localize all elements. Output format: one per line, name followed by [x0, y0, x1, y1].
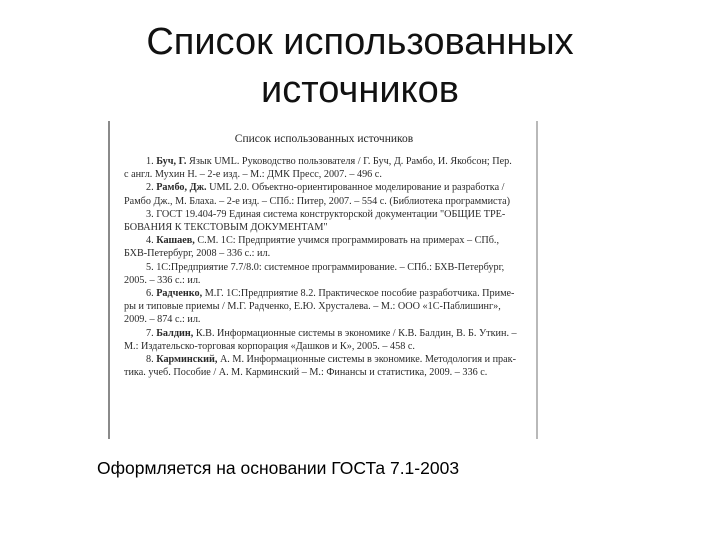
reference-line [124, 168, 528, 181]
reference-line [124, 195, 528, 208]
reference-line [124, 300, 528, 313]
reference-line [124, 247, 528, 260]
reference-author: Рамбо, Дж. [156, 182, 207, 194]
reference-text: А. М. Информационные системы в экономике. Методология и прак- [217, 354, 516, 366]
reference-line [124, 327, 528, 340]
reference-line [124, 155, 528, 168]
reference-line [124, 366, 528, 379]
reference-text: БОВАНИЯ К ТЕКСТОВЫМ ДОКУМЕНТАМ" [124, 222, 328, 234]
reference-line [124, 181, 528, 194]
reference-text: К.В. Информационные системы в экономике / К.В. Балдин, В. Б. Уткин. – [193, 327, 517, 339]
reference-author: Карминский, [156, 354, 218, 366]
reference-number: 1. [146, 156, 157, 167]
reference-author: Буч, Г. [156, 156, 187, 167]
reference-author: Кашаев, [156, 235, 195, 247]
reference-line [124, 353, 528, 366]
reference-number: 4. [146, 235, 157, 247]
document-heading: Список использованных источников [234, 133, 414, 145]
slide-caption: Оформляется на основании ГОСТа 7.1-2003 [97, 458, 460, 478]
reference-item [124, 353, 528, 379]
reference-text: ры и типовые приемы / М.Г. Радченко, Е.Ю. Хрусталева. – М.: ООО «1С-Паблишинг», [124, 301, 501, 313]
reference-item [124, 208, 528, 234]
scanned-document-image [108, 121, 538, 439]
reference-line [124, 221, 528, 234]
reference-text: с англ. Мухин Н. – 2-е изд. – М.: ДМК Пресс, 2007. – 496 с. [124, 169, 382, 181]
reference-text: Рамбо Дж., М. Блаха. – 2-е изд. – СПб.: Питер, 2007. – 554 с. (Библиотека программиста) [124, 195, 511, 207]
scan-edge [536, 121, 538, 439]
reference-text: М.: Издательско-торговая корпорация «Дашков и К», 2005. – 458 с. [124, 340, 415, 352]
reference-text: 2009. – 874 с.: ил. [124, 314, 201, 326]
reference-line [124, 313, 528, 326]
reference-line [124, 340, 528, 353]
reference-item [124, 234, 528, 260]
reference-text: ГОСТ 19.404-79 Единая система конструкторской документации "ОБЩИЕ ТРЕ- [156, 208, 506, 220]
reference-item [124, 261, 528, 287]
reference-text: 2005. – 336 с.: ил. [124, 274, 201, 286]
reference-author: Радченко, [156, 288, 203, 300]
reference-text: тика. учеб. Пособие / А. М. Карминский – М.: Финансы и статистика, 2009. – 336 с. [124, 367, 488, 379]
reference-text: UML 2.0. Объектно-ориентированное моделирование и разработка / [206, 182, 505, 194]
slide-title-line-1: Список использованных [146, 21, 574, 63]
reference-line [124, 208, 528, 221]
reference-number: 3. [146, 208, 157, 220]
reference-text: М.Г. 1С:Предприятие 8.2. Практическое пособие разработчика. Приме- [202, 288, 515, 300]
reference-list [124, 155, 528, 379]
reference-number: 7. [146, 327, 157, 339]
reference-number: 2. [146, 182, 157, 194]
reference-line [124, 234, 528, 247]
reference-item [124, 181, 528, 207]
reference-line [124, 274, 528, 287]
reference-text: БХВ-Петербург, 2008 – 336 с.: ил. [124, 248, 271, 260]
reference-number: 5. [146, 261, 157, 273]
reference-number: 8. [146, 354, 157, 366]
slide-title-line-2: источников [261, 69, 459, 111]
slide-title [0, 18, 720, 114]
reference-item [124, 155, 528, 181]
reference-number: 6. [146, 288, 157, 300]
reference-author: Балдин, [156, 327, 194, 339]
reference-line [124, 287, 528, 300]
reference-item [124, 287, 528, 327]
reference-item [124, 327, 528, 353]
reference-text: Язык UML. Руководство пользователя / Г. Буч, Д. Рамбо, И. Якобсон; Пер. [186, 156, 512, 167]
reference-line [124, 261, 528, 274]
reference-text: 1С:Предприятие 7.7/8.0: системное программирование. – СПб.: БХВ-Петербург, [156, 261, 505, 273]
reference-text: С.М. 1С: Предприятие учимся программировать на примерах – СПб., [194, 235, 500, 247]
